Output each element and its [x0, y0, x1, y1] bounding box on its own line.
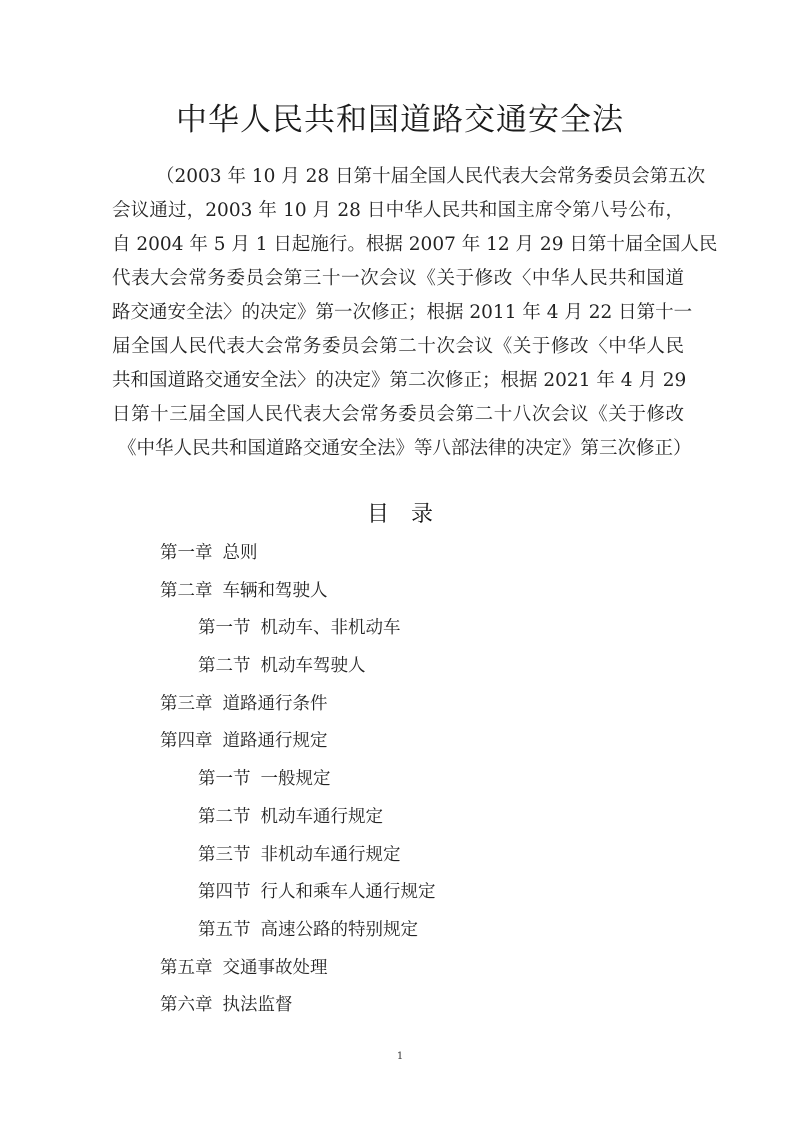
toc-item-number: 第三节: [198, 844, 251, 865]
enactment-note-line: 路交通安全法〉的决定》第一次修正；根据 2011 年 4 月 22 日第十一: [112, 302, 693, 323]
toc-chapter-4-section-2[interactable]: [160, 799, 436, 837]
toc-item-number: 第四节: [198, 882, 251, 903]
toc-item-title: 道路通行规定: [222, 731, 328, 752]
enactment-note-line: 《中华人民共和国道路交通安全法》等八部法律的决定》第三次修正）: [118, 438, 692, 459]
toc-item-title: 交通事故处理: [222, 957, 328, 978]
toc-item-number: 第一章: [160, 543, 213, 563]
toc-item-title: 机动车通行规定: [260, 806, 383, 827]
toc-chapter-4-section-3[interactable]: [160, 837, 436, 875]
toc-item-title: 高速公路的特别规定: [260, 919, 418, 940]
toc-item-title: 执法监督: [222, 995, 293, 1016]
toc-chapter-4-section-1[interactable]: [160, 761, 436, 799]
enactment-note: [112, 160, 718, 466]
table-of-contents: [160, 535, 436, 1025]
toc-item-title: 一般规定: [260, 769, 331, 790]
toc-chapter-4-section-5[interactable]: [160, 912, 436, 950]
toc-item-number: 第一节: [198, 618, 251, 639]
toc-chapter-2[interactable]: [160, 573, 436, 611]
toc-item-title: 非机动车通行规定: [260, 844, 401, 865]
enactment-note-line: 届全国人民代表大会常务委员会第二十次会议《关于修改〈中华人民: [112, 336, 684, 357]
enactment-note-line: 自 2004 年 5 月 1 日起施行。根据 2007 年 12 月 29 日第十届全国人民: [112, 234, 718, 255]
enactment-note-line: 代表大会常务委员会第三十一次会议《关于修改〈中华人民共和国道: [112, 268, 684, 289]
document-title: 中华人民共和国道路交通安全法: [176, 102, 624, 138]
toc-item-number: 第六章: [160, 995, 213, 1016]
toc-item-number: 第二章: [160, 580, 213, 601]
toc-heading: [0, 498, 800, 532]
toc-chapter-4[interactable]: [160, 723, 436, 761]
toc-item-number: 第五节: [198, 919, 251, 940]
toc-chapter-3[interactable]: [160, 686, 436, 724]
toc-item-title: 车辆和驾驶人: [222, 580, 328, 601]
toc-chapter-2-section-1[interactable]: [160, 610, 436, 648]
toc-item-number: 第二节: [198, 806, 251, 827]
toc-item-number: 第四章: [160, 731, 213, 752]
toc-item-number: 第五章: [160, 957, 213, 978]
toc-item-title: 道路通行条件: [222, 693, 328, 714]
toc-item-number: 第一节: [198, 769, 251, 790]
enactment-note-line: 共和国道路交通安全法〉的决定》第二次修正；根据 2021 年 4 月 29: [112, 370, 687, 391]
toc-item-number: 第二节: [198, 656, 251, 677]
toc-item-title: 机动车、非机动车: [260, 618, 401, 639]
toc-chapter-2-section-2[interactable]: [160, 648, 436, 686]
enactment-note-line: （2003 年 10 月 28 日第十届全国人民代表大会常务委员会第五次: [156, 166, 706, 187]
toc-chapter-5[interactable]: [160, 950, 436, 988]
page-number: 1: [396, 1051, 404, 1062]
toc-item-title: 机动车驾驶人: [260, 656, 366, 677]
enactment-note-line: 会议通过，2003 年 10 月 28 日中华人民共和国主席令第八号公布，: [112, 200, 684, 221]
toc-item-title: 总则: [222, 543, 258, 563]
enactment-note-line: 日第十三届全国人民代表大会常务委员会第二十八次会议《关于修改: [112, 404, 684, 425]
toc-chapter-4-section-4[interactable]: [160, 874, 436, 912]
toc-item-title: 行人和乘车人通行规定: [260, 882, 436, 903]
toc-chapter-1[interactable]: [160, 535, 436, 573]
toc-chapter-6[interactable]: [160, 987, 436, 1025]
toc-heading-char: 录: [411, 502, 434, 527]
toc-item-number: 第三章: [160, 693, 213, 714]
toc-heading-char: 目: [366, 502, 389, 527]
